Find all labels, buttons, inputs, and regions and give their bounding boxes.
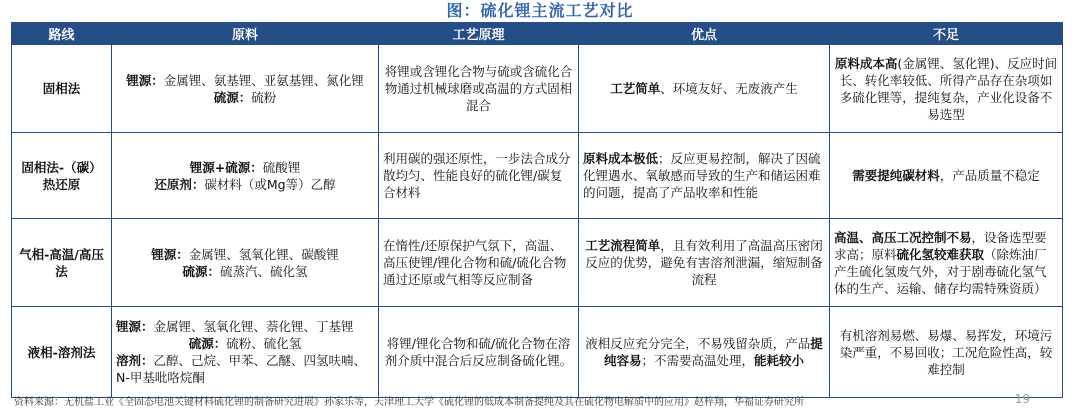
raw-material-cell: 锂源：金属锂、氢氧化锂、萘化锂、丁基锂 硫源：硫粉、硫化氢 溶剂：乙醇、己烷、甲苯、乙醚、四氢呋喃、N-甲基吡咯烷酮 [112, 307, 379, 398]
cons-cell: 高温、高压工况控制不易，设备选型要求高；原料硫化氢较难获取（除炼油厂产生硫化氢废气外，对于剧毒硫化氢气体的生产、运输、储存均需特殊资质） [830, 219, 1063, 307]
table-row [12, 307, 1063, 398]
header-raw-material: 原料 [112, 23, 379, 45]
raw-material-cell: 锂源：金属锂、氨基锂、亚氨基锂、氮化锂 硫源：硫粉 [112, 45, 379, 133]
route-cell: 固相法 [12, 45, 112, 133]
cons-cell: 有机溶剂易燃、易爆、易挥发，环境污染严重，不易回收；工况危险性高，较难控制 [830, 307, 1063, 398]
header-principle: 工艺原理 [379, 23, 579, 45]
table-row [12, 133, 1063, 219]
table-row [12, 219, 1063, 307]
principle-cell: 利用碳的强还原性，一步法合成分散均匀、性能良好的硫化锂/碳复合材料 [379, 133, 579, 219]
route-cell: 液相-溶剂法 [12, 307, 112, 398]
header-route: 路线 [12, 23, 112, 45]
route-cell: 固相法-（碳）热还原 [12, 133, 112, 219]
pros-cell: 工艺简单、环境友好、无废液产生 [579, 45, 830, 133]
raw-material-cell: 锂源+硫源：硫酸锂 还原剂：碳材料（或Mg等）乙醇 [112, 133, 379, 219]
raw-material-cell: 锂源：金属锂、氢氧化锂、碳酸锂 硫源：硫蒸汽、硫化氢 [112, 219, 379, 307]
cons-cell: 需要提纯碳材料，产品质量不稳定 [830, 133, 1063, 219]
page-number: 19 [1014, 392, 1030, 406]
process-comparison-table [11, 22, 1063, 398]
route-cell: 气相-高温/高压法 [12, 219, 112, 307]
header-cons: 不足 [830, 23, 1063, 45]
pros-cell: 液相反应充分完全，不易残留杂质，产品提纯容易；不需要高温处理，能耗较小 [579, 307, 830, 398]
principle-cell: 将锂或含锂化合物与硫或含硫化合物通过机械球磨或高温的方式固相混合 [379, 45, 579, 133]
table-header-row [12, 23, 1063, 45]
cons-cell: 原料成本高(金属锂、氢化锂)、反应时间长、转化率较低、所得产品存在杂项如多硫化锂等，提纯复杂，产业化设备不易选型 [830, 45, 1063, 133]
principle-cell: 将锂/锂化合物和硫/硫化合物在溶剂介质中混合后反应制备硫化锂。 [379, 307, 579, 398]
pros-cell: 原料成本极低；反应更易控制，解决了因硫化锂遇水、氧敏感而导致的生产和储运困难的问题，提高了产品收率和性能 [579, 133, 830, 219]
principle-cell: 在惰性/还原保护气氛下，高温、高压使锂/锂化合物和硫/硫化合物通过还原或气相等反应制备 [379, 219, 579, 307]
page-title: 图：硫化锂主流工艺对比 [446, 1, 634, 20]
pros-cell: 工艺流程简单，且有效利用了高温高压密闭反应的优势，避免有害溶剂泄漏，缩短制备流程 [579, 219, 830, 307]
table-row [12, 45, 1063, 133]
header-pros: 优点 [579, 23, 830, 45]
source-note: 资料来源：无机盐工业《全固态电池关键材料硫化锂的制备研究进展》孙家乐等，天津理工大学《硫化锂的低成本制备提纯及其在硫化物电解质中的应用》赵梓翔，华福证券研究所 [14, 397, 804, 408]
